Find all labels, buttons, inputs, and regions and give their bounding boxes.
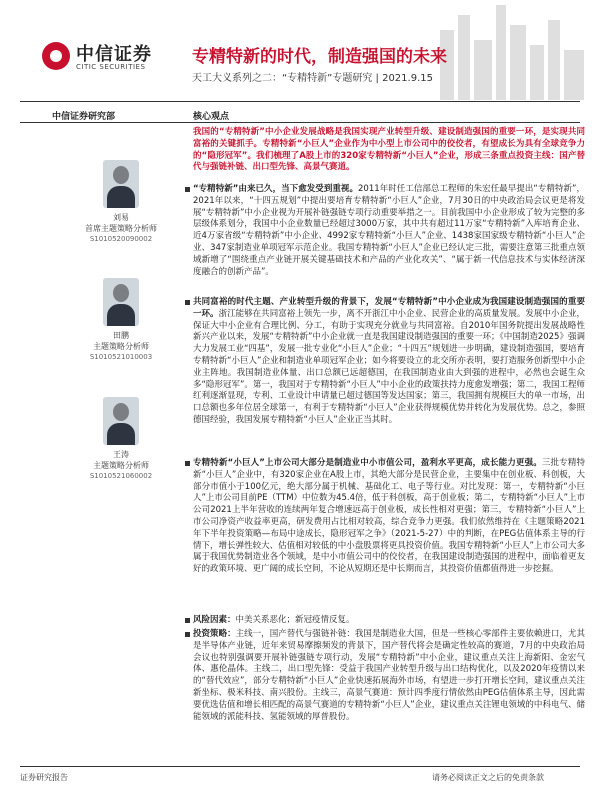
analyst-cert: S1010521060002 (89, 472, 153, 480)
avatar (103, 278, 139, 326)
report-title: 专精特新的时代，制造强国的未来 (192, 47, 447, 67)
analyst-role: 首席主题策略分析师 (85, 224, 157, 233)
paragraph-body: 2011年时任工信部总工程师的朱宏任最早提出“专精特新”，2021年以来，“十四五规划”中提出要培育专精特新“小巨人”企业，7月30日的中央政治局会议更是将发展“专精特新”中小企业视为开展补链强链专项行动重要举措之一。目前我国中小企业形成了较为完整的多层级体系划分，我国中小企业数量已经超过3000万家，其中共有超过11万家“专精特新”入库培育企业、近4万家省级“专精特新”中小企业、4992家专精特新“小巨人”企业、1438家国家级专精特新“小巨人”企业、347家制造业单项冠军示范企业。我国专精特新“小巨人”企业已经认定三批，需要注意第三批重点领域新增了“围绕重点产业链开展关键基础技术和产品的产业化攻关”、“属于新一代信息技术与实体经济深度融合的创新产品”。 (193, 184, 585, 277)
sidebar-section-title: 中信证券研究部 (52, 112, 116, 122)
summary-paragraph (193, 127, 585, 174)
report-subtitle: 天工大义系列之二：“专精特新”专题研究 | 2021.9.15 (192, 73, 433, 84)
section-divider (20, 122, 580, 123)
analyst-name: 刘易 (113, 213, 129, 222)
analyst-card (66, 397, 176, 482)
bullet-icon (185, 300, 190, 305)
footer-divider (20, 766, 580, 767)
bullet-icon (185, 632, 190, 637)
footer-disclaimer: 请务必阅读正文之后的免责条款 (432, 773, 544, 782)
paragraph-lead: 专精特新“小巨人”上市公司大部分是制造业中小市值公司，盈利水平更高，成长能力更强。 (193, 458, 542, 468)
paragraph-listed-companies (193, 458, 585, 576)
paragraph-body: 主线一，国产替代与强链补链：我国是制造业大国，但是一些核心零部件主要依赖进口，尤其是半导体产业链，近年来贸易摩擦频发的背景下，国产替代将会是确定性较高的赛道，7月的中央政治局会议也特别强调要开展补链强链专项行动，发展“专精特新”中小企业，建议重点关注上海新阳、金宏气体、惠伦晶体。主线二，出口型先锋：受益于我国产业转型升级与出口结构优化，以及2020年疫情以来的“替代效应”，部分专精特新“小巨人”企业快速拓展海外市场，有望进一步打开增长空间，建议重点关注新坐标、极米科技、南兴股份。主线三，高景气赛道：预计四季度行情依然由PEG估值体系主导，因此需要优选估值和增长相匹配的高景气赛道的专精特新“小巨人”企业，建议重点关注锂电领域的中科电气、储能领域的派能科技、氢能领域的厚普股份。 (193, 629, 585, 722)
paragraph-lead: 投资策略： (193, 629, 236, 639)
paragraph-risk (193, 615, 585, 627)
paragraph-lead: “专精特新”由来已久，当下愈发受到重视。 (193, 184, 359, 194)
analyst-role: 主题策略分析师 (93, 342, 149, 351)
analyst-name: 田鹏 (113, 331, 129, 340)
paragraph-origin (193, 184, 585, 278)
paragraph-lead: 风险因素： (193, 615, 236, 625)
brand-name-cn: 中信证券 (76, 44, 152, 65)
analyst-cert: S1010520090002 (89, 235, 153, 243)
page-header (0, 0, 600, 100)
bullet-icon (185, 461, 190, 466)
skyline-graphic (430, 0, 600, 100)
citic-logo-icon (42, 42, 70, 70)
bullet-icon (185, 187, 190, 192)
analyst-card (66, 278, 176, 363)
avatar (103, 397, 139, 445)
paragraph-background (193, 297, 585, 427)
header-divider (20, 101, 580, 102)
analyst-name: 王涛 (113, 450, 129, 459)
main-section-title: 核心观点 (193, 112, 230, 122)
bullet-icon (185, 618, 190, 623)
paragraph-lead: 共同富裕的时代主题、产业转型升级的背景下，发展“专精特新”中小企业成为我国建设制造强国的重要一环。 (193, 297, 585, 319)
brand-name-en: CITIC SECURITIES (76, 63, 146, 71)
paragraph-body: 浙江能够在共同富裕上领先一步，离不开浙江中小企业、民营企业的高质量发展。发展中小企业，保证大中小企业有合理比例、分工，有助于实现充分就业与共同富裕。自2010年国务院提出发展战略性新兴产业以来，发展“专精特新”中小企业就一直是我国建设制造强国的重要一环；《中国制造2025》强调大力发展工业“四基”，发展一批专业化“小巨人”企业；“十四五”规划进一步明确，建设制造强国，要培育专精特新“小巨人”企业和制造业单项冠军企业；如今将要设立的北交所亦表明，要打造服务创新型中小企业主阵地。我国制造业体量、出口总额已远超德国，在我国制造业由大到强的进程中，必然也会诞生众多“隐形冠军”。第一，我国对于专精特新“小巨人”中小企业的政策扶持力度愈发增强；第二，我国工程师红利逐渐显现，专利、工业设计申请量已超过德国等发达国家；第三，我国拥有规模巨大的单一市场，出口总额也多年位居全球第一，有利于专精特新“小巨人”企业获得规模优势并转化为发展优势。总之，参照德国经验，我国发展专精特新“小巨人”企业正当其时。 (193, 308, 585, 425)
summary-text: 我国的“专精特新”中小企业发展战略是我国实现产业转型升级、建设制造强国的重要一环，是实现共同富裕的关键抓手。专精特新“小巨人”企业作为中小型上市公司中的佼佼者，有望成长为具有全球竞争力的“隐形冠军”。我们梳理了A股上市的320家专精特新“小巨人”企业，形成三条重点投资主线：国产替代与强链补链、出口型先锋、高景气赛道。 (193, 127, 585, 173)
footer-report-type: 证券研究报告 (20, 773, 68, 782)
avatar (103, 160, 139, 208)
analyst-card (66, 160, 176, 245)
analyst-role: 主题策略分析师 (93, 461, 149, 470)
paragraph-strategy (193, 629, 585, 723)
analyst-cert: S1010521010003 (89, 353, 153, 361)
paragraph-body: 三批专精特新“小巨人”企业中，有320家企业在A股上市，其绝大部分是民营企业，主要集中在创业板、科创板，大部分市值小于100亿元，绝大部分属于机械、基础化工、电子等行业。对比发现：第一，专精特新“小巨人”上市公司目前PE（TTM）中位数为45.4倍，低于科创板，高于创业板；第二，专精特新“小巨人”上市公司2021上半年营收的连续两年复合增速远高于创业板，成长性相对更强；第三，专精特新“小巨人”上市公司净资产收益率更高，研发费用占比相对较高，综合竞争力更强。我们依然维持在《主题策略2021年下半年投资策略—布局中途成长，隐形冠军之争》（2021-5-27）中的判断，在PEG估值体系主导的行情下，增长弹性较大、估值相对较低的中小盘股票将更具投资价值。我国专精特新“小巨人”上市公司大多属于我国优势制造业各个领域，是中小市值公司中的佼佼者，在我国建设制造强国的进程中，面临着更友好的政策环境、更广阔的成长空间，不论从短期还是中长期而言，其投资价值都值得进一步挖掘。 (193, 458, 585, 575)
paragraph-body: 中美关系恶化；新冠疫情反复。 (235, 615, 355, 625)
